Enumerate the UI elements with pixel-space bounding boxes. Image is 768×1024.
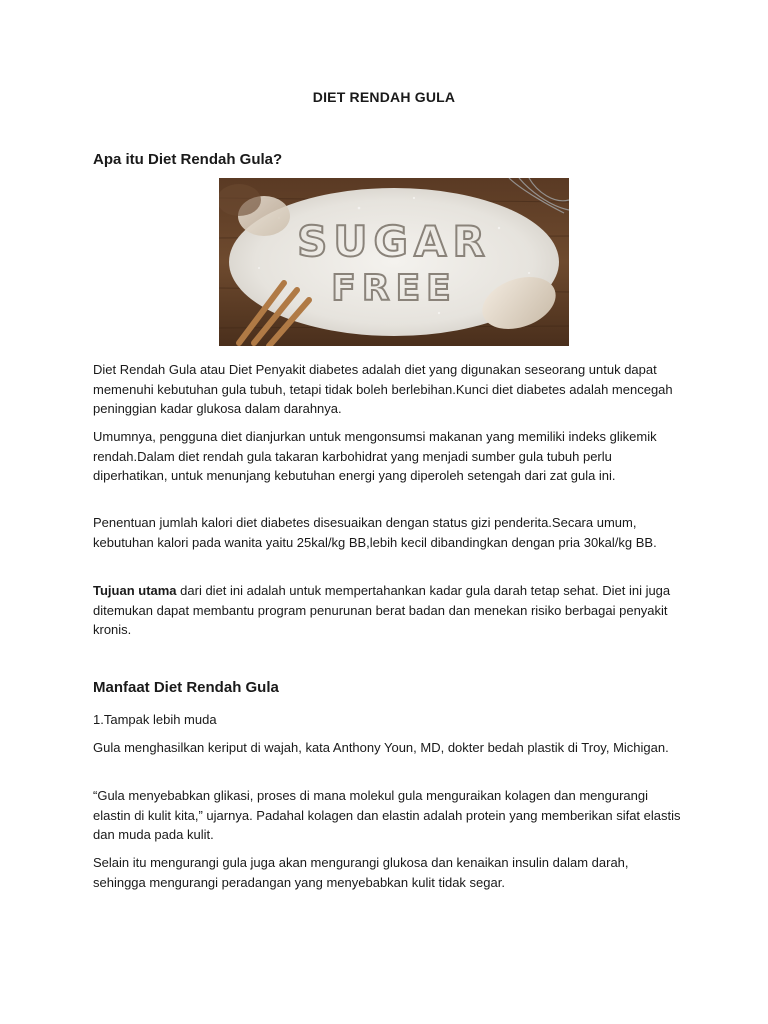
goal-bold-label: Tujuan utama <box>93 583 177 598</box>
paragraph-goal <box>93 581 683 640</box>
paragraph-glycation-quote: “Gula menyebabkan glikasi, proses di mana molekul gula menguraikan kolagen dan mengurangi elastin di kulit kita,” ujarnya. Padahal kolagen dan elastin adalah protein yang memberikan sifat elastis dan muda pada kulit. <box>93 788 681 842</box>
paragraph-glycemic: Umumnya, pengguna diet dianjurkan untuk mengonsumsi makanan yang memiliki indeks glikemik rendah.Dalam diet rendah gula takaran karbohidrat yang menjadi sumber gula tubuh perlu diperhatikan, untuk menunjang kebutuhan energi yang diperoleh setengah dari zat gula ini. <box>93 429 657 483</box>
document-title: DIET RENDAH GULA <box>312 89 456 105</box>
sugar-word: SUGAR <box>297 217 491 266</box>
paragraph-insulin: Selain itu mengurangi gula juga akan mengurangi glukosa dan kenaikan insulin dalam darah, sehingga mengurangi peradangan yang menyebabkan kulit tidak segar. <box>93 855 629 890</box>
free-word: FREE <box>331 268 457 309</box>
paragraph-intro: Diet Rendah Gula atau Diet Penyakit diabetes adalah diet yang digunakan seseorang untuk dapat memenuhi kebutuhan gula tubuh, tetapi tidak boleh berlebihan.Kunci diet diabetes adalah mencegah peninggian kadar glukosa dalam darahnya. <box>93 362 673 416</box>
paragraph-wrinkles: Gula menghasilkan keriput di wajah, kata Anthony Youn, MD, dokter bedah plastik di Troy, Michigan. <box>93 740 669 755</box>
sugar-free-illustration <box>219 178 569 346</box>
sugar-free-photo <box>219 178 569 346</box>
goal-text: dari diet ini adalah untuk mempertahankan kadar gula darah tetap sehat. Diet ini juga ditemukan dapat membantu program penurunan berat badan dan menekan risiko berbagai penyakit kronis. <box>93 583 671 637</box>
paragraph-calories: Penentuan jumlah kalori diet diabetes disesuaikan dengan status gizi penderita.Secara umum, kebutuhan kalori pada wanita yaitu 25kal/kg BB,lebih kecil dibandingkan dengan pria 30kal/kg BB. <box>93 515 657 550</box>
section-heading-benefits: Manfaat Diet Rendah Gula <box>93 679 279 696</box>
benefit-item-title: 1.Tampak lebih muda <box>93 712 217 727</box>
section-heading-what-is: Apa itu Diet Rendah Gula? <box>93 151 283 168</box>
